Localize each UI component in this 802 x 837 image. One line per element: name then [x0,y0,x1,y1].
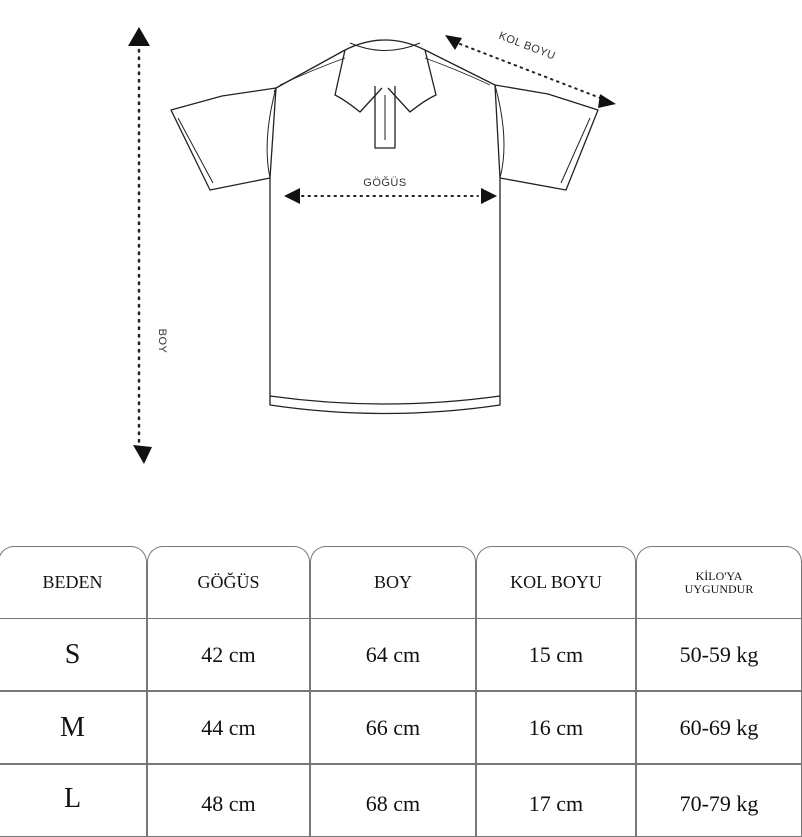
cell-kol-boyu: 17 cm [476,764,636,837]
size-chart-table [0,540,800,816]
header-boy-label: BOY [373,572,412,592]
header-boy [310,546,476,618]
cell-boy: 64 cm [310,618,476,691]
kol-boyu-label: KOL BOYU [496,29,558,63]
arrow-up-icon [128,27,150,46]
cell-kol-boyu: 15 cm [476,618,636,691]
header-gogus-label: GÖĞÜS [197,572,260,592]
kol-boyu-measurement [445,30,616,108]
header-gogus [147,546,310,618]
cell-kol-boyu: 16 cm [476,691,636,764]
header-beden [0,546,147,618]
gogus-measurement [284,176,497,204]
table-row [0,764,800,837]
polo-shirt-outline [171,40,598,414]
cell-kilo: 60-69 kg [636,691,802,764]
table-row [0,618,800,691]
arrow-up-left-icon [445,35,462,50]
header-kilo-line2: UYGUNDUR [684,581,754,596]
header-kilo-label [685,570,754,596]
arrow-left-icon [284,188,300,204]
cell-beden: L [0,764,147,837]
cell-gogus: 42 cm [147,618,310,691]
boy-label: BOY [156,328,168,354]
header-kilo [636,546,802,618]
header-beden-label: BEDEN [42,572,103,592]
cell-kilo: 50-59 kg [636,618,802,691]
header-kol-boyu [476,546,636,618]
header-kol-boyu-label: KOL BOYU [510,572,602,592]
table-header-row [0,540,800,620]
boy-measurement [128,27,168,464]
arrow-down-icon [133,445,152,464]
cell-boy: 66 cm [310,691,476,764]
arrow-down-right-icon [598,94,616,108]
cell-beden: M [0,691,147,764]
cell-kilo: 70-79 kg [636,764,802,837]
cell-gogus: 44 cm [147,691,310,764]
gogus-label: GÖĞÜS [363,177,407,189]
arrow-right-icon [481,188,497,204]
cell-boy: 68 cm [310,764,476,837]
cell-gogus: 48 cm [147,764,310,837]
cell-beden: S [0,618,147,691]
table-row [0,691,800,764]
header-kilo-line1: KİLO'YA [695,568,743,583]
